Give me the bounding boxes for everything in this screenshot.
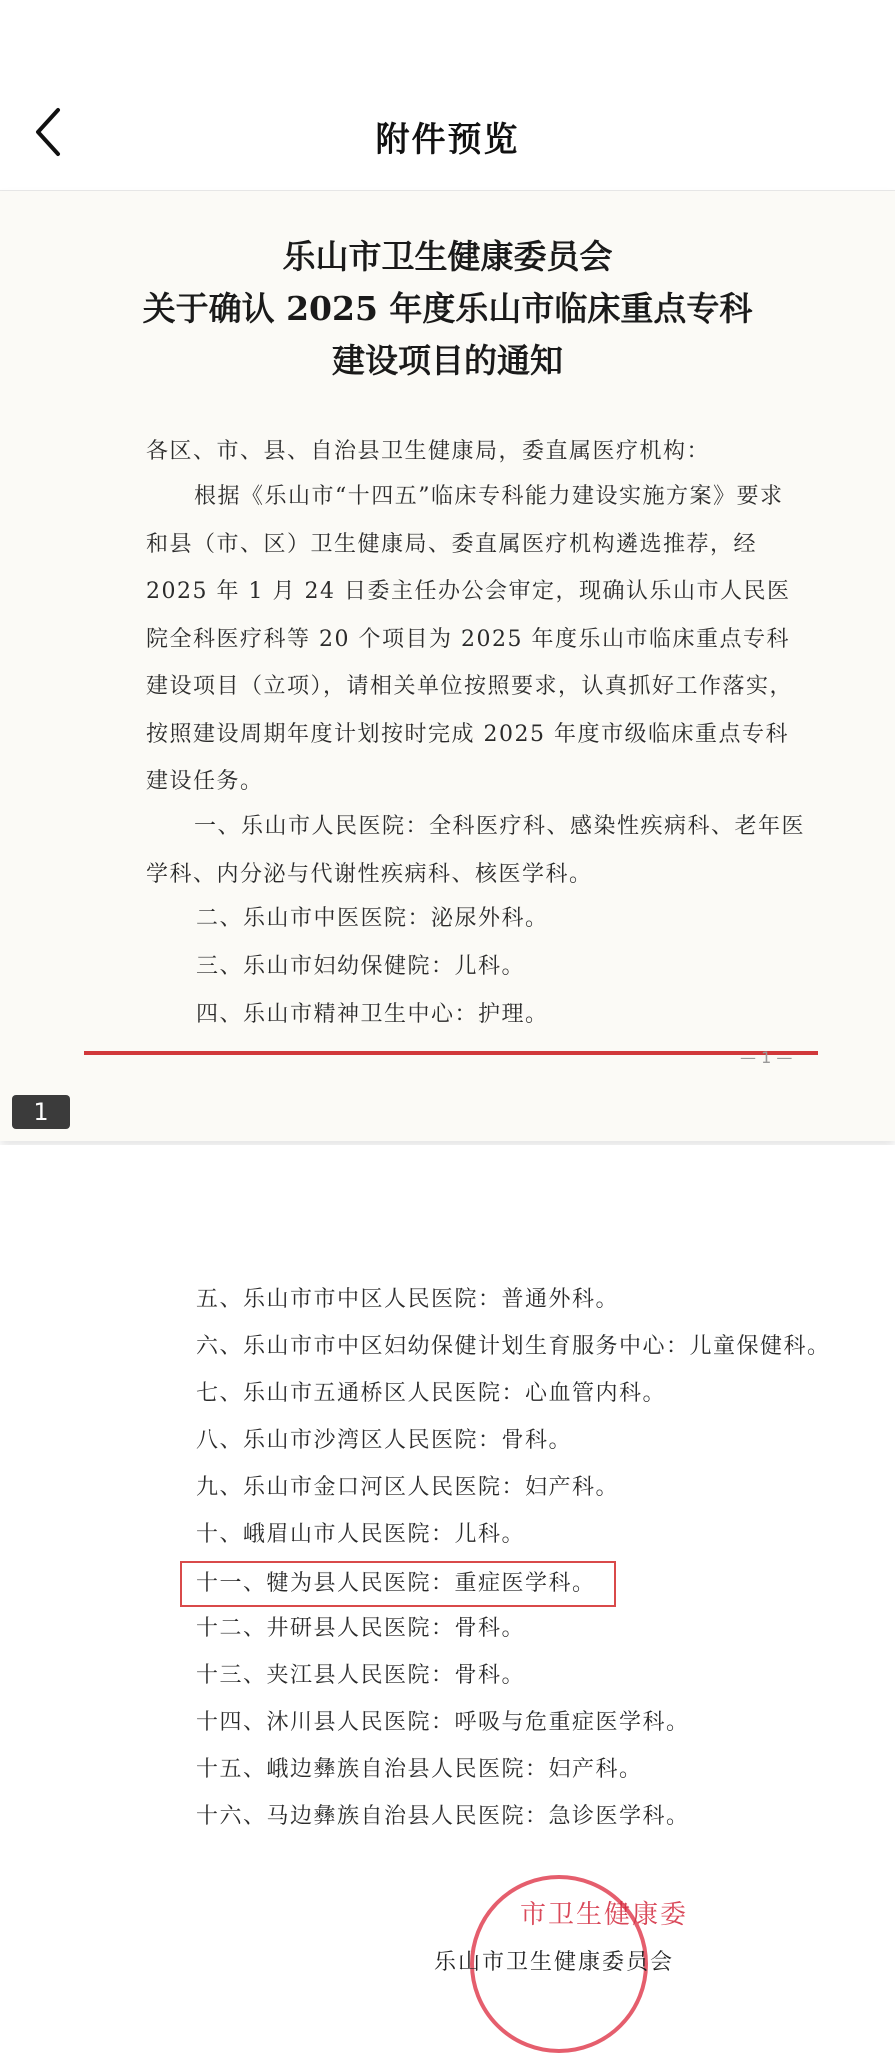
app-header [0, 0, 895, 191]
highlight-box [180, 1561, 616, 1607]
list-item: 九、乐山市金口河区人民医院：妇产科。 [196, 1475, 620, 1500]
page-title: 附件预览 [375, 120, 520, 160]
list-item: 七、乐山市五通桥区人民医院：心血管内科。 [196, 1381, 667, 1406]
list-item: 三、乐山市妇幼保健院：儿科。 [196, 954, 526, 979]
salutation: 各区、市、县、自治县卫生健康局，委直属医疗机构： [146, 439, 711, 464]
list-item: 八、乐山市沙湾区人民医院：骨科。 [196, 1428, 573, 1453]
seal-text: 市卫生健康委 [520, 1900, 689, 1930]
signature-org: 乐山市卫生健康委员会 [434, 1950, 675, 1975]
item-1: 一、乐山市人民医院：全科医疗科、感染性疾病科、老年医学科、内分泌与代谢性疾病科、核医学科。 [146, 814, 806, 887]
list-item: 十四、沐川县人民医院：呼吸与危重症医学科。 [196, 1710, 690, 1735]
doc-title-line-1: 乐山市卫生健康委员会 [282, 237, 613, 276]
red-divider [84, 1051, 818, 1055]
list-item: 五、乐山市市中区人民医院：普通外科。 [196, 1287, 620, 1312]
list-item: 十五、峨边彝族自治县人民医院：妇产科。 [196, 1757, 643, 1782]
body-paragraph: 根据《乐山市“十四五”临床专科能力建设实施方案》要求和县（市、区）卫生健康局、委直属医疗机构遴选推荐，经 2025 年 1 月 24 日委主任办公会审定，现确认乐山市人民医院全科医疗科等 20 个项目为 2025 年度乐山市临床重点专科建设项目（立项），请相关单位按照要求，认真抓好工作落实，按照建设周期年度计划按时完成 2025 年度市级临床重点专科建设任务。 [146, 484, 794, 794]
list-item: 二、乐山市中医医院：泌尿外科。 [196, 906, 549, 931]
doc-title-line-3: 建设项目的通知 [332, 341, 563, 380]
page-number: — 1 — [740, 1048, 793, 1067]
list-item-highlighted: 十一、犍为县人民医院：重症医学科。 [196, 1571, 596, 1596]
list-item: 四、乐山市精神卫生中心：护理。 [196, 1002, 549, 1027]
list-item: 十二、井研县人民医院：骨科。 [196, 1616, 526, 1641]
document-page-1[interactable] [0, 191, 895, 1141]
list-item: 十六、马边彝族自治县人民医院：急诊医学科。 [196, 1804, 690, 1829]
list-item: 十三、夹江县人民医院：骨科。 [196, 1663, 526, 1688]
doc-title-line-2: 关于确认 2025 年度乐山市临床重点专科 [142, 289, 753, 328]
list-item: 十、峨眉山市人民医院：儿科。 [196, 1522, 526, 1547]
list-item: 六、乐山市市中区妇幼保健计划生育服务中心：儿童保健科。 [196, 1334, 831, 1359]
page-indicator-badge: 1 [12, 1095, 70, 1129]
